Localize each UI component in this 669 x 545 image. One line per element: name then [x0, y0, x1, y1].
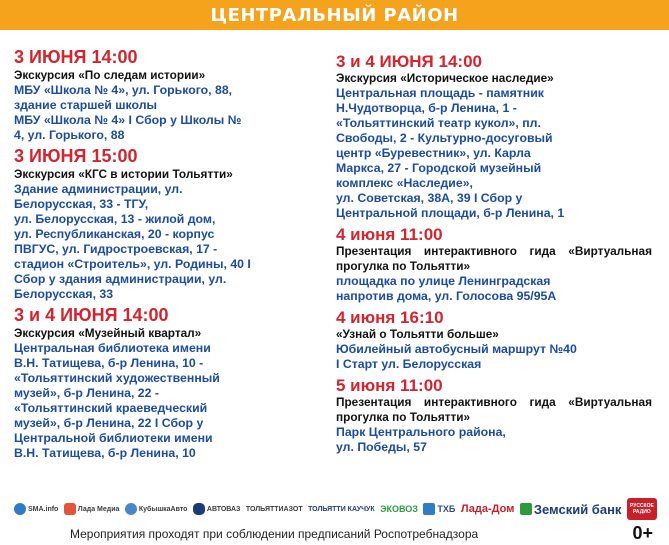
- event-card: [14, 48, 332, 143]
- event-location: Юбилейный автобусный маршрут №40 I Старт ул. Белорусская: [336, 342, 577, 371]
- event-location: Парк Центрального района, ул. Победы, 57: [336, 425, 506, 454]
- event-title: Экскурсия «КГС в истории Тольятти»: [14, 167, 233, 181]
- event-date: 5 июня 11:00: [336, 376, 443, 395]
- event-date: 3 ИЮНЯ 15:00: [14, 146, 138, 166]
- sma-logo-icon: [14, 503, 26, 515]
- event-title: Экскурсия «По следам истории»: [14, 68, 206, 82]
- event-date: 4 июня 16:10: [336, 308, 444, 327]
- event-location: Здание администрации, ул. Белорусская, 33 - ТГУ, ул. Белорусская, 13 - жилой дом, ул. Республиканская, 20 - корпус ПВГУС, ул. Гидростроевская, 17 - стадион «Строитель», ул. Родины, 40 I Сбор у здания администрации, ул. Белорусская, 33: [14, 182, 251, 301]
- event-date: 3 и 4 ИЮНЯ 14:00: [336, 52, 482, 71]
- page-header: [0, 0, 669, 30]
- zemsky-bank-logo: Земский банк: [520, 502, 622, 517]
- kubyshka-logo-icon: [125, 503, 137, 515]
- event-title: «Узнай о Тольятти больше»: [336, 327, 499, 341]
- zemsky-bank-logo-icon: [520, 503, 532, 515]
- event-title: Экскурсия «Историческое наследие»: [336, 71, 554, 85]
- event-location: Центральная площадь - памятник Н.Чудотворца, б-р Ленина, 1 - «Тольяттинский театр кукол», пл. Свободы, 2 - Культурно-досуговый центр «Буревестник», ул. Карла Маркса, 27 - Городской музейный комплекс «Наследие», ул. Советская, 38А, 39 I Сбор у Центральной площади, б-р Ленина, 1: [336, 86, 565, 220]
- event-card: [336, 308, 652, 372]
- event-date: 3 ИЮНЯ 14:00: [14, 47, 138, 67]
- thb-logo: ТХБ: [423, 503, 455, 515]
- event-title: Экскурсия «Музейный квартал»: [14, 326, 202, 340]
- footer-note: Мероприятия проходят при соблюдении предписаний Роспотребнадзора: [70, 527, 479, 541]
- lada-dom-logo: Лада-Дом: [460, 503, 515, 515]
- event-title: Презентация интерактивного гида «Виртуальная прогулка по Тольятти»: [336, 395, 652, 424]
- event-title: Презентация интерактивного гида «Виртуальная прогулка по Тольятти»: [336, 244, 652, 273]
- sma-logo: SMA.info: [14, 503, 58, 515]
- event-card: [336, 376, 652, 455]
- event-location: Центральная библиотека имени В.Н. Татищева, б-р Ленина, 10 - «Тольяттинский художественный музей», б-р Ленина, 22 - «Тольяттинский краеведческий музей», б-р Ленина, 22 I Сбор у Центральной библиотеки имени В.Н. Татищева, б-р Ленина, 10: [14, 341, 220, 460]
- lada-media-logo-icon: [64, 503, 76, 515]
- event-date: 3 и 4 ИЮНЯ 14:00: [14, 305, 169, 325]
- event-card: [336, 225, 652, 304]
- ekovoz-logo: ЭКОВОЗ: [380, 504, 418, 514]
- district-title: ЦЕНТРАЛЬНЫЙ РАЙОН: [210, 4, 459, 26]
- kauchuk-logo: ТОЛЬЯТТИ КАУЧУК: [308, 505, 375, 513]
- age-rating-badge: 0+: [632, 523, 653, 543]
- right-column: [336, 52, 652, 459]
- russkoe-radio-logo: РУССКОЕ РАДИО: [627, 498, 657, 520]
- togliattiazot-logo: ТОЛЬЯТТИАЗОТ: [245, 505, 303, 513]
- event-location: площадка по улице Ленинградская напротив дома, ул. Голосова 95/95А: [336, 274, 557, 303]
- kubyshka-logo: КубышкаАвто: [125, 503, 188, 515]
- avtovaz-logo-icon: [193, 503, 205, 515]
- event-card: [336, 52, 652, 221]
- page-footer: [0, 523, 669, 545]
- event-location: МБУ «Школа № 4», ул. Горького, 88, здание старшей школы МБУ «Школа № 4» I Сбор у Школы № 4, ул. Горького, 88: [14, 83, 242, 142]
- event-card: [14, 147, 332, 302]
- avtovaz-logo: АВТОВАЗ: [193, 503, 241, 515]
- event-date: 4 июня 11:00: [336, 225, 443, 244]
- left-column: [14, 48, 332, 465]
- event-card: [14, 306, 332, 461]
- sponsor-logos: [14, 497, 657, 521]
- lada-media-logo: Лада Медиа: [64, 503, 120, 515]
- thb-logo-icon: [423, 503, 435, 515]
